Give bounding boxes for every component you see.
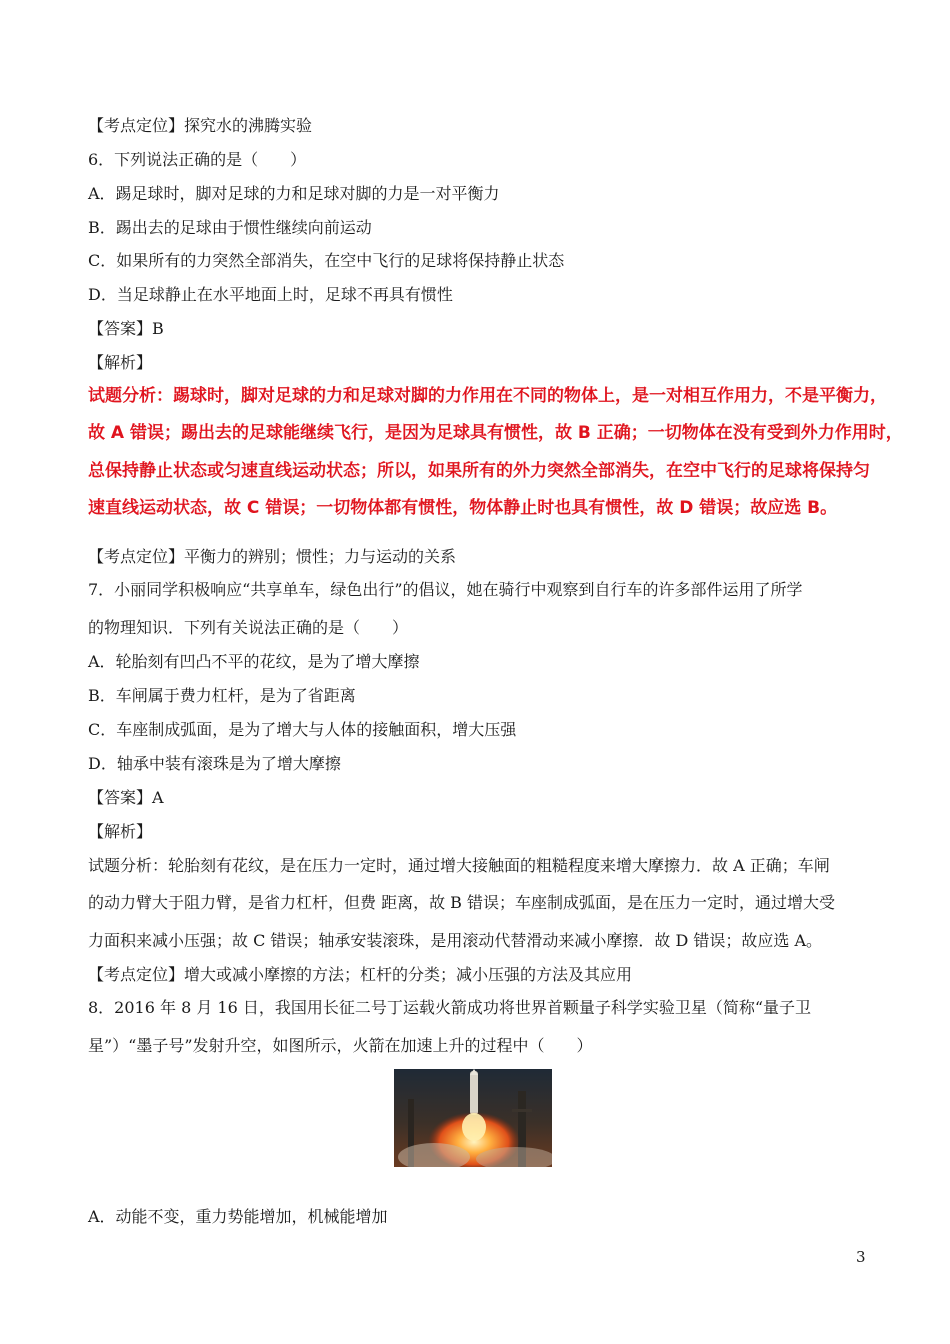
q7-option-c: C．车座制成弧面，是为了增大与人体的接触面积，增大压强: [88, 720, 517, 739]
q7-analysis-line-2: 的动力臂大于阻力臂，是省力杠杆，但费 距离，故 B 错误；车座制成弧面，是在压力一定时，通过增大受: [88, 893, 836, 912]
q6-analysis-line-2: 故 A 错误；踢出去的足球能继续飞行，是因为足球具有惯性，故 B 正确；一切物体在没有受到外力作用时，: [88, 423, 903, 443]
q7-option-b: B．车闸属于费力杠杆，是为了省距离: [88, 686, 356, 705]
question-6-stem: 6．下列说法正确的是（ ）: [88, 150, 307, 169]
q6-option-a: A．踢足球时，脚对足球的力和足球对脚的力是一对平衡力: [88, 184, 500, 203]
rocket-launch-photo: [394, 1069, 552, 1167]
q6-option-b: B．踢出去的足球由于惯性继续向前运动: [88, 218, 372, 237]
page-number: 3: [856, 1248, 866, 1266]
q6-answer: 【答案】B: [88, 319, 164, 338]
question-8-stem-line-1: 8．2016 年 8 月 16 日，我国用长征二号丁运载火箭成功将世界首颗量子科学实验卫星（简称“量子卫: [88, 998, 812, 1017]
q8-option-a: A．动能不变，重力势能增加，机械能增加: [88, 1207, 388, 1226]
kaodian-q6: 【考点定位】平衡力的辨别；惯性；力与运动的关系: [88, 547, 457, 566]
rocket-launch-image: [394, 1069, 552, 1167]
q7-jiexi-label: 【解析】: [88, 822, 153, 841]
q7-option-d: D．轴承中装有滚珠是为了增大摩擦: [88, 754, 341, 773]
question-7-stem-line-2: 的物理知识．下列有关说法正确的是（ ）: [88, 618, 409, 637]
kaodian-q7: 【考点定位】增大或减小摩擦的方法；杠杆的分类；减小压强的方法及其应用: [88, 965, 633, 984]
q7-option-a: A．轮胎刻有凹凸不平的花纹，是为了增大摩擦: [88, 652, 420, 671]
q7-analysis-line-3: 力面积来减小压强；故 C 错误；轴承安装滚珠，是用滚动代替滑动来减小摩擦．故 D 错误；故应选 A。: [88, 931, 823, 950]
q6-option-d: D．当足球静止在水平地面上时，足球不再具有惯性: [88, 285, 453, 304]
q7-analysis-line-1: 试题分析：轮胎刻有花纹，是在压力一定时，通过增大接触面的粗糙程度来增大摩擦力．故 A 正确；车闸: [88, 856, 830, 875]
q7-answer: 【答案】A: [88, 788, 164, 807]
q6-option-c: C．如果所有的力突然全部消失，在空中飞行的足球将保持静止状态: [88, 251, 565, 270]
question-7-stem-line-1: 7．小丽同学积极响应“共享单车，绿色出行”的倡议，她在骑行中观察到自行车的许多部件运用了所学: [88, 580, 803, 599]
kaodian-q5: 【考点定位】探究水的沸腾实验: [88, 116, 313, 135]
q6-analysis-line-1: 试题分析：踢球时，脚对足球的力和足球对脚的力作用在不同的物体上，是一对相互作用力，不是平衡力，: [88, 386, 887, 406]
q6-analysis-line-3: 总保持静止状态或匀速直线运动状态；所以，如果所有的外力突然全部消失，在空中飞行的足球将保持匀: [88, 461, 870, 481]
q6-analysis-line-4: 速直线运动状态，故 C 错误；一切物体都有惯性，物体静止时也具有惯性，故 D 错误；故应选 B。: [88, 498, 838, 518]
q6-jiexi-label: 【解析】: [88, 353, 153, 372]
question-8-stem-line-2: 星”）“墨子号”发射升空，如图所示，火箭在加速上升的过程中（ ）: [88, 1036, 593, 1055]
